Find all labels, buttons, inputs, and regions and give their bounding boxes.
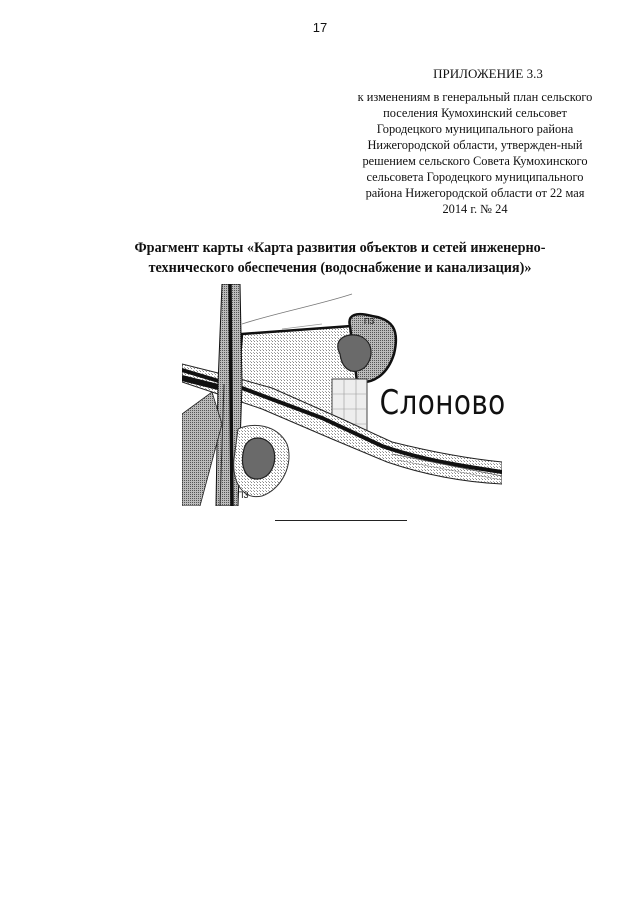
appendix-title: ПРИЛОЖЕНИЕ 3.3 <box>433 66 543 81</box>
map-title-line: Фрагмент карты «Карта развития объектов и сетей инженерно- <box>134 240 546 256</box>
appendix-line: Городецкого муниципального района <box>376 122 574 136</box>
page-number: 17 <box>312 20 328 35</box>
appendix-description <box>344 89 606 217</box>
map-title-line: технического обеспечения (водоснабжение и канализация)» <box>148 260 532 276</box>
marker-bottom-label: П3 <box>237 490 249 500</box>
lower-pond <box>243 438 275 479</box>
appendix-line: Нижегородской области, утвержден-ный <box>367 138 583 152</box>
appendix-line: поселения Кумохинский сельсовет <box>383 106 567 120</box>
marker-top-label: П3 <box>364 317 375 326</box>
appendix-line: к изменениям в генеральный план сельского <box>357 90 593 104</box>
vertical-road-line <box>230 284 232 506</box>
map-title <box>100 238 580 278</box>
appendix-line: решением сельского Совета Кумохинского <box>362 154 588 168</box>
boundary-line <box>242 294 352 324</box>
appendix-line: сельсовета Городецкого муниципального <box>366 170 584 184</box>
settlement-label: Слоново <box>379 383 506 423</box>
appendix-line: 2014 г. № 24 <box>442 202 508 216</box>
end-rule <box>275 520 407 521</box>
appendix-line: района Нижегородской области от 22 мая <box>365 186 585 200</box>
